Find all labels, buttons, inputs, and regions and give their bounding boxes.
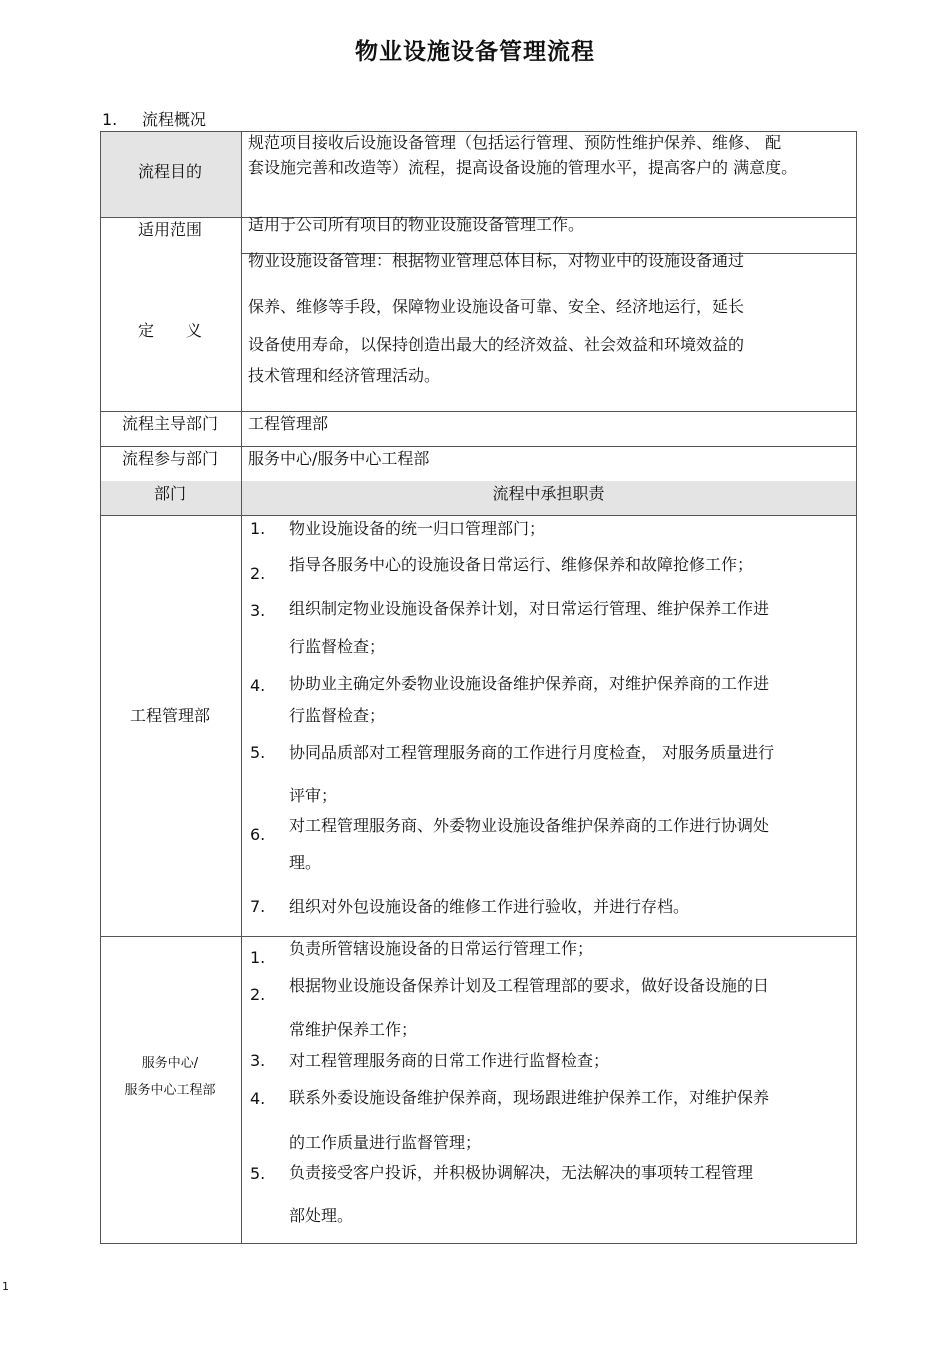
duty-item-text: 根据物业设施设备保养计划及工程管理部的要求，做好设备设施的日 [289,976,770,995]
participating-dept-label: 流程参与部门 [121,449,218,468]
duty-item-text: 协同品质部对工程管理服务商的工作进行月度检查， 对服务质量进行 [289,743,775,762]
purpose-label: 流程目的 [137,162,202,181]
duty-item-text: 协助业主确定外委物业设施设备维护保养商，对维护保养商的工作进 [289,674,770,693]
duty-item-text: 物业设施设备的统一归口管理部门； [289,519,546,538]
duty-item-number: 3. [250,601,266,620]
duty-item-text: 对工程管理服务商、外委物业设施设备维护保养商的工作进行协调处 [289,816,770,835]
participating-dept-value: 服务中心/服务中心工程部 [248,449,430,468]
duty-item-number: 7. [250,897,266,916]
duty-header-dept: 部门 [153,484,186,503]
row-border [100,1243,857,1244]
scope-label: 适用范围 [137,220,202,239]
section-title: 流程概况 [142,110,207,129]
duty-item-number: 3. [250,1051,266,1070]
table-column-divider [241,131,242,1244]
duty-item-text: 常维护保养工作； [289,1020,418,1039]
scope-text: 适用于公司所有项目的物业设施设备管理工作。 [248,215,585,234]
duty-item-text: 理。 [289,853,322,872]
lead-dept-label: 流程主导部门 [121,414,218,433]
definition-label: 定 义 [137,321,202,340]
page-title: 物业设施设备管理流程 [355,39,595,65]
duty-item-number: 4. [250,676,266,695]
duty-item-number: 5. [250,1164,266,1183]
section-heading [102,107,206,130]
purpose-text-line: 套设施完善和改造等）流程，提高设备设施的管理水平，提高客户的 满意度。 [248,158,798,177]
purpose-text-line: 规范项目接收后设施设备管理（包括运行管理、预防性维护保养、维修、 配 [248,133,782,152]
definition-text-line: 设备使用寿命，以保持创造出最大的经济效益、社会效益和环境效益的 [248,335,745,354]
duty-item-text: 指导各服务中心的设施设备日常运行、维修保养和故障抢修工作； [289,555,754,574]
duty-item-text: 对工程管理服务商的日常工作进行监督检查； [289,1051,610,1070]
duty-item-number: 1. [250,519,266,538]
lead-dept-value: 工程管理部 [248,414,329,433]
row-border [100,131,857,132]
definition-text-line: 物业设施设备管理：根据物业管理总体目标，对物业中的设施设备通过 [248,251,745,270]
table-border-left [100,131,101,1244]
row-border [100,446,857,447]
duty-item-text: 部处理。 [289,1206,354,1225]
duty-item-text: 联系外委设施设备维护保养商，现场跟进维护保养工作，对维护保养 [289,1088,770,1107]
duty-item-text: 的工作质量进行监督管理； [289,1133,482,1152]
row-border [100,515,857,516]
duty-item-number: 1. [250,948,266,967]
duty-item-text: 组织制定物业设施设备保养计划，对日常运行管理、维护保养工作进 [289,599,770,618]
row-border [100,411,857,412]
duty-item-text: 负责接受客户投诉，并积极协调解决，无法解决的事项转工程管理 [289,1163,754,1182]
service-center-label-line: 服务中心工程部 [124,1083,216,1098]
duty-item-number: 2. [250,985,266,1004]
engineering-dept-label: 工程管理部 [129,706,210,725]
table-border-right [856,131,857,1244]
duty-item-text: 组织对外包设施设备的维修工作进行验收，并进行存档。 [289,897,690,916]
duty-item-number: 2. [250,564,266,583]
duty-item-number: 6. [250,825,266,844]
definition-text-line: 保养、维修等手段，保障物业设施设备可靠、安全、经济地运行，延长 [248,297,745,316]
section-number: 1. [102,110,118,129]
page-number: 1 [2,1280,9,1293]
duty-header-duty: 流程中承担职责 [492,484,605,503]
duty-item-text: 行监督检查； [289,637,386,656]
duty-item-number: 5. [250,743,266,762]
row-border [100,936,857,937]
duty-item-number: 4. [250,1089,266,1108]
service-center-label-line: 服务中心/ [141,1056,199,1071]
definition-text-line: 技术管理和经济管理活动。 [248,366,441,385]
duty-item-text: 负责所管辖设施设备的日常运行管理工作； [289,939,594,958]
duty-item-text: 行监督检查； [289,706,386,725]
duty-item-text: 评审； [289,786,338,805]
